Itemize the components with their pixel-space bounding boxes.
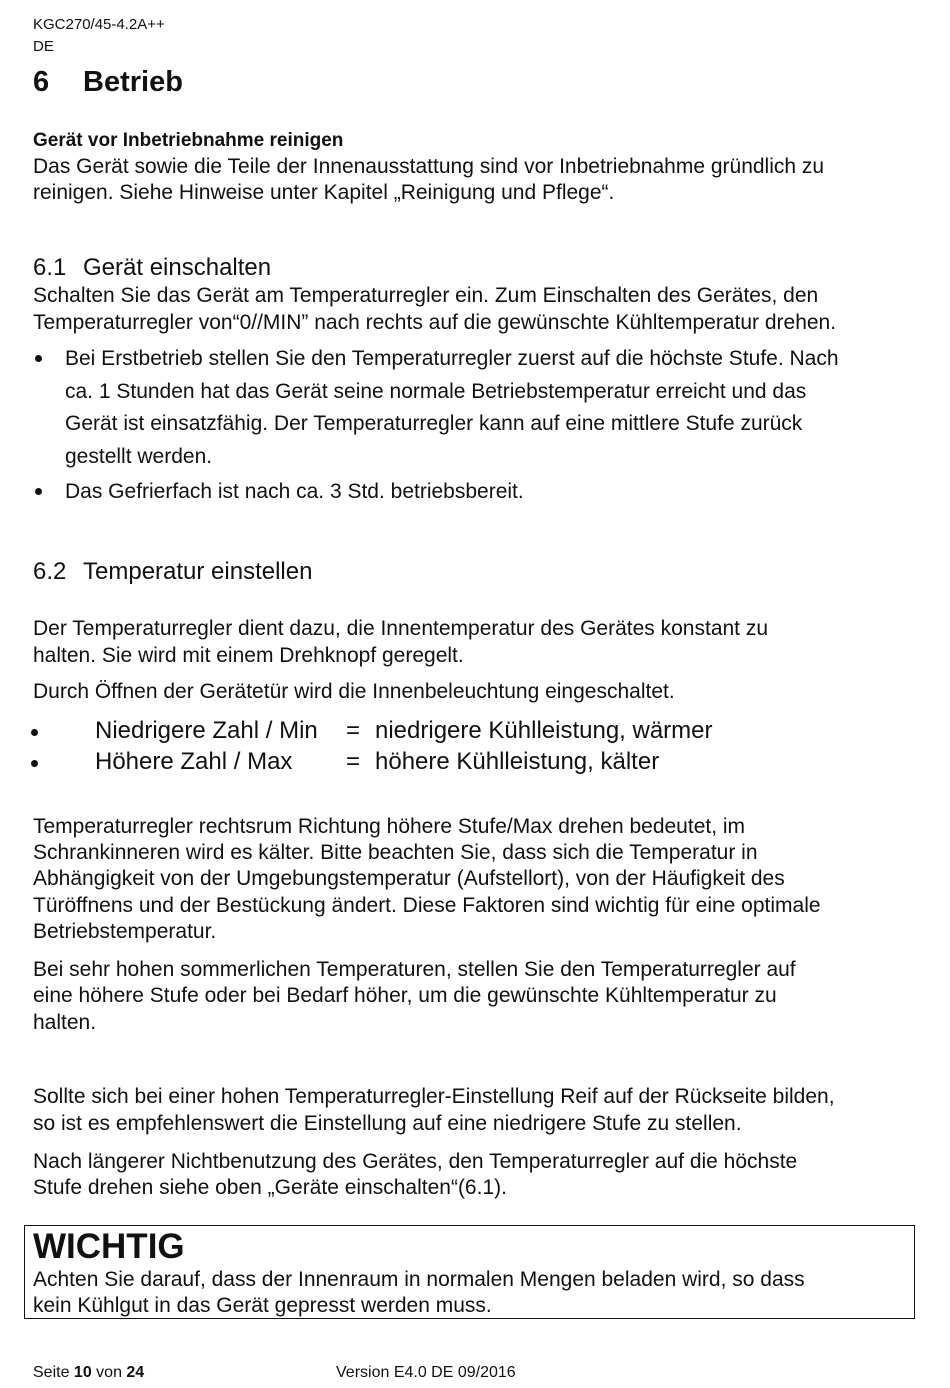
list-item xyxy=(65,476,524,509)
bullet-icon xyxy=(31,729,38,736)
list-line: Bei Erstbetrieb stellen Sie den Temperaturregler zuerst auf die höchste Stufe. Nach xyxy=(65,347,839,370)
total-pages: 24 xyxy=(126,1364,145,1381)
document-version: Version E4.0 DE 09/2016 xyxy=(336,1364,516,1381)
bullet-icon xyxy=(35,355,42,362)
section-title: Betrieb xyxy=(83,66,183,98)
paragraph-line: Betriebstemperatur. xyxy=(33,920,217,943)
cleaning-heading: Gerät vor Inbetriebnahme reinigen xyxy=(33,130,344,151)
important-line: Achten Sie darauf, dass der Innenraum in normalen Mengen beladen wird, so dass xyxy=(33,1268,805,1291)
equals-sign: = xyxy=(346,748,361,775)
paragraph-line: Der Temperaturregler dient dazu, die Innentemperatur des Gerätes konstant zu xyxy=(33,617,769,640)
paragraph-line: Abhängigkeit von der Umgebungstemperatur (Aufstellort), von der Häufigkeit des xyxy=(33,867,785,890)
page-mid: von xyxy=(91,1364,127,1381)
paragraph-line: Stufe drehen siehe oben „Geräte einschalten“(6.1). xyxy=(33,1176,507,1199)
paragraph-line: Schalten Sie das Gerät am Temperaturregler ein. Zum Einschalten des Gerätes, den xyxy=(33,284,819,307)
model-number: KGC270/45-4.2A++ xyxy=(33,16,165,33)
list-line: Gerät ist einsatzfähig. Der Temperaturregler kann auf eine mittlere Stufe zurück xyxy=(65,412,803,435)
setting-high-effect: höhere Kühlleistung, kälter xyxy=(375,748,660,775)
subsection-title: Gerät einschalten xyxy=(83,254,272,281)
subsection-number: 6.2 xyxy=(33,558,67,585)
paragraph-line: Schrankinneren wird es kälter. Bitte beachten Sie, dass sich die Temperatur in xyxy=(33,841,758,864)
paragraph-line: Türöffnens und der Bestückung ändert. Diese Faktoren sind wichtig für eine optimale xyxy=(33,894,821,917)
cleaning-line-2: reinigen. Siehe Hinweise unter Kapitel „Reinigung und Pflege“. xyxy=(33,181,615,204)
list-line: gestellt werden. xyxy=(65,444,213,468)
section-number: 6 xyxy=(33,66,50,98)
subsection-number: 6.1 xyxy=(33,254,67,281)
bullet-icon xyxy=(31,760,38,767)
subsection-heading-6-1 xyxy=(33,254,271,282)
paragraph-line: Nach längerer Nichtbenutzung des Gerätes, den Temperaturregler auf die höchste xyxy=(33,1150,798,1173)
paragraph-line: Temperaturregler rechtsrum Richtung höhere Stufe/Max drehen bedeutet, im xyxy=(33,815,746,838)
list-line: Das Gefrierfach ist nach ca. 3 Std. betriebsbereit. xyxy=(65,480,524,503)
subsection-heading-6-2 xyxy=(33,558,312,586)
setting-high-label: Höhere Zahl / Max xyxy=(95,748,293,775)
language-code: DE xyxy=(33,38,54,55)
important-line: kein Kühlgut in das Gerät gepresst werden muss. xyxy=(33,1294,492,1317)
paragraph-line: Sollte sich bei einer hohen Temperaturregler-Einstellung Reif auf der Rückseite bilden, xyxy=(33,1085,835,1108)
setting-low-effect: niedrigere Kühlleistung, wärmer xyxy=(375,717,713,744)
paragraph-line: halten. Sie wird mit einem Drehknopf geregelt. xyxy=(33,644,464,667)
paragraph-line: eine höhere Stufe oder bei Bedarf höher, um die gewünschte Kühltemperatur zu xyxy=(33,984,777,1007)
current-page: 10 xyxy=(73,1364,92,1381)
list-item xyxy=(65,343,839,473)
paragraph-line: halten. xyxy=(33,1011,97,1034)
bullet-icon xyxy=(35,488,42,495)
paragraph-line: Temperaturregler von“0//MIN” nach rechts auf die gewünschte Kühltemperatur drehen. xyxy=(33,311,837,334)
paragraph-line: so ist es empfehlenswert die Einstellung auf eine niedrigere Stufe zu stellen. xyxy=(33,1112,742,1135)
setting-low-label: Niedrigere Zahl / Min xyxy=(95,717,318,744)
important-title: WICHTIG xyxy=(33,1227,185,1266)
page-number xyxy=(33,1364,144,1382)
subsection-title: Temperatur einstellen xyxy=(83,558,313,585)
cleaning-line-1: Das Gerät sowie die Teile der Innenausstattung sind vor Inbetriebnahme gründlich zu xyxy=(33,155,825,178)
list-line: ca. 1 Stunden hat das Gerät seine normale Betriebstemperatur erreicht und das xyxy=(65,379,807,403)
paragraph-line: Durch Öffnen der Gerätetür wird die Innenbeleuchtung eingeschaltet. xyxy=(33,680,675,703)
equals-sign: = xyxy=(346,717,361,744)
paragraph-line: Bei sehr hohen sommerlichen Temperaturen, stellen Sie den Temperaturregler auf xyxy=(33,958,796,981)
page-prefix: Seite xyxy=(33,1364,74,1381)
section-heading xyxy=(33,66,183,99)
